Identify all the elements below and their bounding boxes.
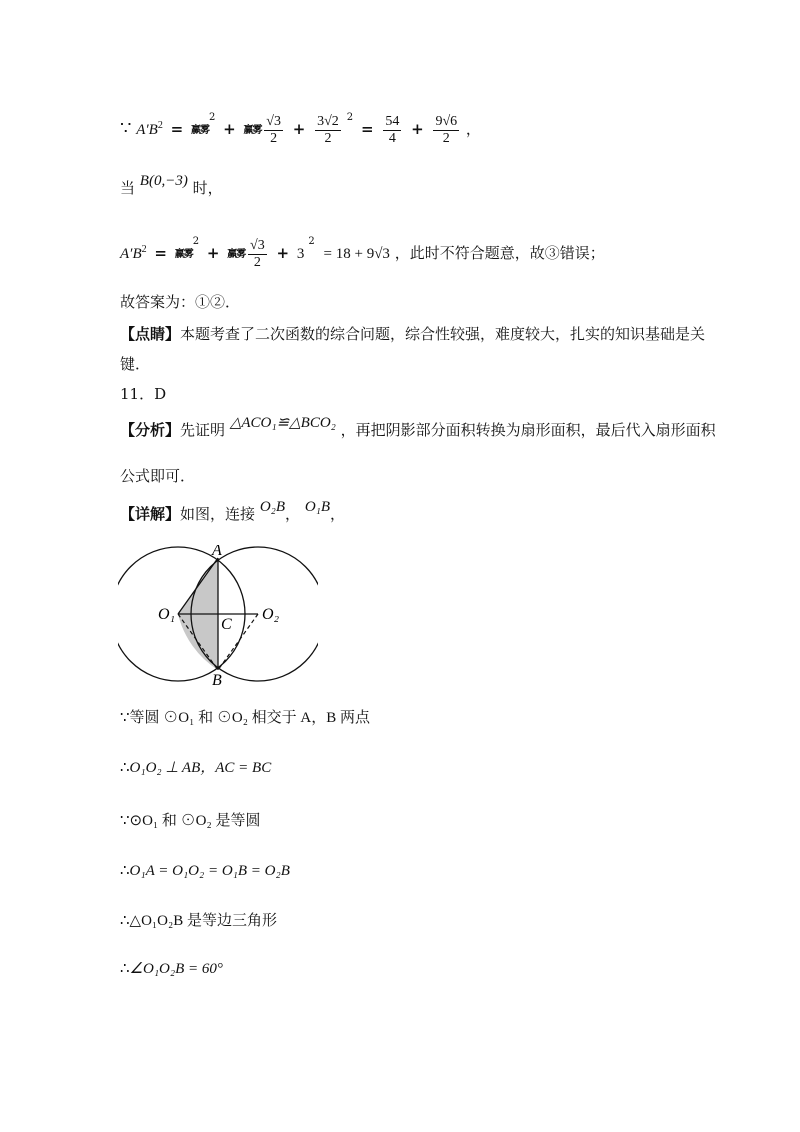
segment-o2b: O₂B: [259, 499, 286, 515]
step-4: ∴O₁A = O₁O₂ = O₁B = O₂B: [120, 861, 290, 879]
step-3: ∵⊙O₁ 和 ⊙O₂ 是等圆: [120, 811, 261, 829]
label-o1: O₁: [158, 606, 176, 623]
label-o2: O₂: [262, 606, 280, 623]
comment-line-2: 键．: [120, 355, 151, 373]
segment-o1b: O₁B: [304, 499, 331, 515]
analysis-line-1: 【分析】先证明 △ACO₁≌△BCO₂ ，再把阴影部分面积转换为扇形面积，最后代入扇形面积: [120, 415, 716, 439]
label-a: A: [212, 545, 222, 559]
detail-tag: 【详解】: [120, 505, 181, 523]
garbled-glyph: 赢雾: [174, 248, 193, 260]
step-2: ∴O₁O₂ ⊥ AB，AC = BC: [120, 758, 272, 776]
label-b: B: [212, 672, 222, 685]
ab-squared-lhs: $A'B^2$: [120, 244, 147, 262]
analysis-line-2: 公式即可．: [120, 467, 196, 485]
analysis-tag: 【分析】: [120, 421, 181, 439]
equation-line-1: ∵ $A'B^2$ = 赢雾$^2$ + 赢雾 $\frac{√3}{2}$ + $\frac{3√2}{2}$ $^2$ = $\frac{54}{4}$ + $\frac{9√6}{2}$ ，: [120, 112, 481, 146]
fraction-sqrt3-over-2: $\frac{√3}{2}$: [266, 113, 281, 146]
detail-line: 【详解】如图，连接 O₂B， O₁B，: [120, 499, 346, 523]
fraction-9sqrt6-over-2: $\frac{9√6}{2}$: [435, 113, 458, 146]
because-symbol: ∵: [120, 118, 132, 139]
result-value: = 18 + 9√3: [323, 246, 390, 262]
ab-squared-lhs: $A'B^2$: [136, 120, 163, 138]
comment-line-1: 【点睛】本题考查了二次函数的综合问题，综合性较强，难度较大，扎实的知识基础是关: [120, 325, 706, 343]
step-5: ∴△O₁O₂B 是等边三角形: [120, 911, 277, 929]
question-number: 11．D: [120, 385, 167, 403]
garbled-glyph: 赢雾: [227, 248, 246, 260]
comment-tag: 【点睛】: [120, 325, 181, 343]
garbled-glyph: 赢雾: [190, 124, 209, 136]
condition-line: 当 B(0,−3) 时，: [120, 173, 223, 197]
fraction-3sqrt2-over-2: $\frac{3√2}{2}$: [317, 113, 339, 146]
garbled-glyph: 赢雾: [243, 124, 262, 136]
geometry-figure: [118, 545, 318, 685]
label-c: C: [221, 616, 232, 633]
point-b: B(0,−3): [139, 173, 188, 189]
fraction-54-over-4: $\frac{54}{4}$: [385, 113, 400, 146]
congruence-expression: △ACO₁≌△BCO₂: [229, 415, 336, 431]
answer-line: 故答案为：①②．: [120, 293, 241, 311]
result-comment: ，此时不符合题意，故③错误；: [394, 244, 605, 262]
fraction-sqrt3-over-2: $\frac{√3}{2}$: [250, 237, 265, 270]
step-1: ∵等圆 ⊙O₁ 和 ⊙O₂ 相交于 A，B 两点: [120, 708, 371, 726]
step-6: ∴∠O₁O₂B = 60°: [120, 959, 223, 977]
equation-line-3: $A'B^2$ = 赢雾$^2$ + 赢雾 $\frac{√3}{2}$ + $3^2 = 18 + 9√3$ ，此时不符合题意，故③错误；: [120, 236, 605, 270]
